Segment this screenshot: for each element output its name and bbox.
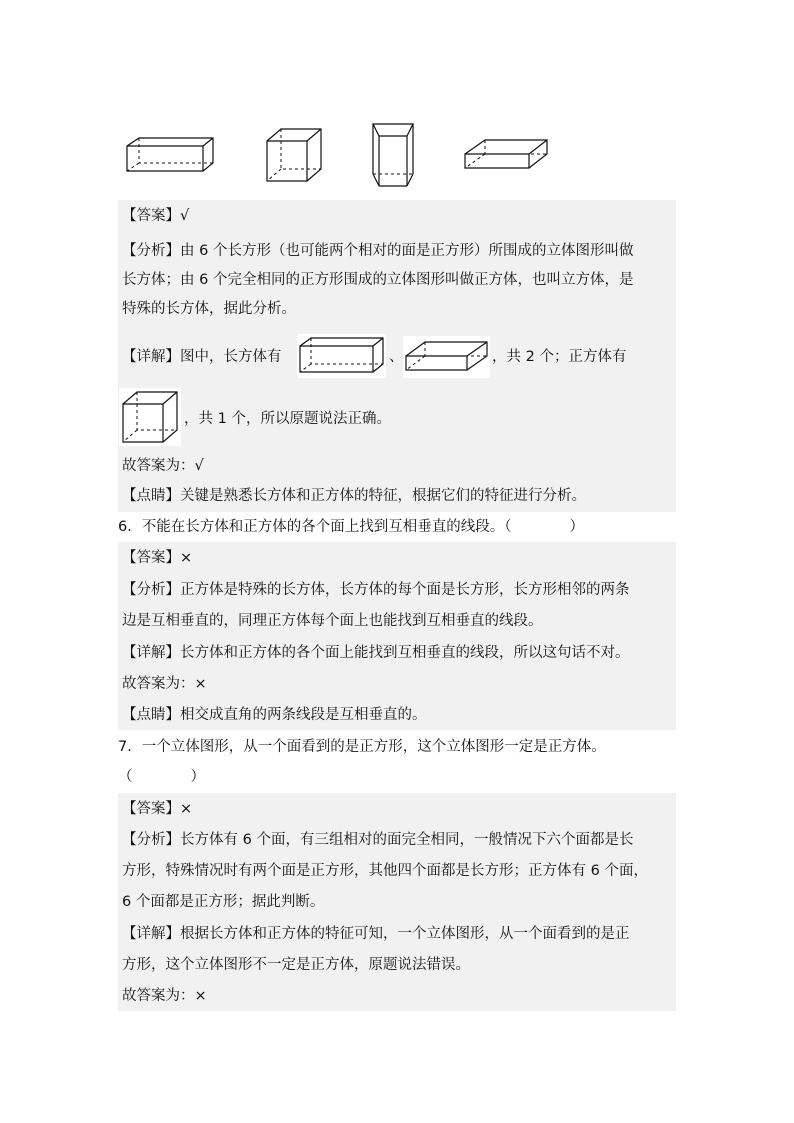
cube-icon [265, 127, 323, 185]
cuboid-inline-icon [297, 334, 386, 378]
analysis-q6-line-2: 边是互相垂直的，同理正方体每个面上也能找到互相垂直的线段。 [122, 613, 543, 629]
conclusion-q7: 故答案为：× [122, 988, 207, 1004]
analysis-q5-line-2: 长方体；由 6 个完全相同的正方形围成的立体图形叫做正方体，也叫立方体，是 [122, 272, 634, 288]
analysis-q5-line-3: 特殊的长方体，据此分析。 [122, 301, 296, 317]
detail-q5-middle: ，共 2 个；正方体有 [492, 349, 627, 365]
analysis-q6-line-1: 【分析】正方体是特殊的长方体，长方体的每个面是长方形，长方形相邻的两条 [122, 582, 630, 598]
question-7-line-1: 7．一个立体图形，从一个面看到的是正方形，这个立体图形一定是正方体。 [118, 739, 606, 755]
detail-q5-end: ，共 1 个，所以原题说法正确。 [184, 411, 391, 427]
cube-inline-icon [119, 388, 181, 446]
question-6: 6．不能在长方体和正方体的各个面上找到互相垂直的线段。（ ） [118, 519, 584, 535]
cuboid-flat-icon [125, 136, 215, 174]
question-7-line-2: （ ） [118, 769, 205, 785]
long-cuboid-inline-icon [403, 336, 490, 378]
solution-block-q6 [118, 542, 676, 730]
analysis-q5-line-1: 【分析】由 6 个长方形（也可能两个相对的面是正方形）所围成的立体图形叫做 [122, 243, 634, 259]
detail-q7-line-2: 方形，这个立体图形不一定是正方体，原题说法错误。 [122, 957, 470, 973]
detail-q6: 【详解】长方体和正方体的各个面上能找到互相垂直的线段，所以这句话不对。 [122, 645, 630, 661]
answer-q5: 【答案】√ [122, 208, 190, 224]
analysis-q7-line-3: 6 个面都是正方形；据此判断。 [122, 894, 325, 910]
analysis-q7-line-1: 【分析】长方体有 6 个面，有三组相对的面完全相同，一般情况下六个面都是长 [122, 832, 634, 848]
keypoint-q5: 【点睛】关键是熟悉长方体和正方体的特征，根据它们的特征进行分析。 [122, 488, 586, 504]
detail-q7-line-1: 【详解】根据长方体和正方体的特征可知，一个立体图形，从一个面看到的是正 [122, 926, 630, 942]
keypoint-q6: 【点睛】相交成直角的两条线段是互相垂直的。 [122, 707, 427, 723]
long-cuboid-icon [463, 138, 549, 172]
conclusion-q6: 故答案为：× [122, 676, 207, 692]
detail-q5-separator: 、 [389, 349, 404, 365]
tall-prism-icon [371, 122, 415, 188]
detail-q5-prefix: 【详解】图中，长方体有 [122, 349, 282, 365]
answer-q7: 【答案】× [122, 801, 193, 817]
answer-q6: 【答案】× [122, 550, 193, 566]
analysis-q7-line-2: 方形，特殊情况时有两个面是正方形，其他四个面都是长方形；正方体有 6 个面， [122, 863, 648, 879]
conclusion-q5: 故答案为：√ [122, 458, 204, 474]
